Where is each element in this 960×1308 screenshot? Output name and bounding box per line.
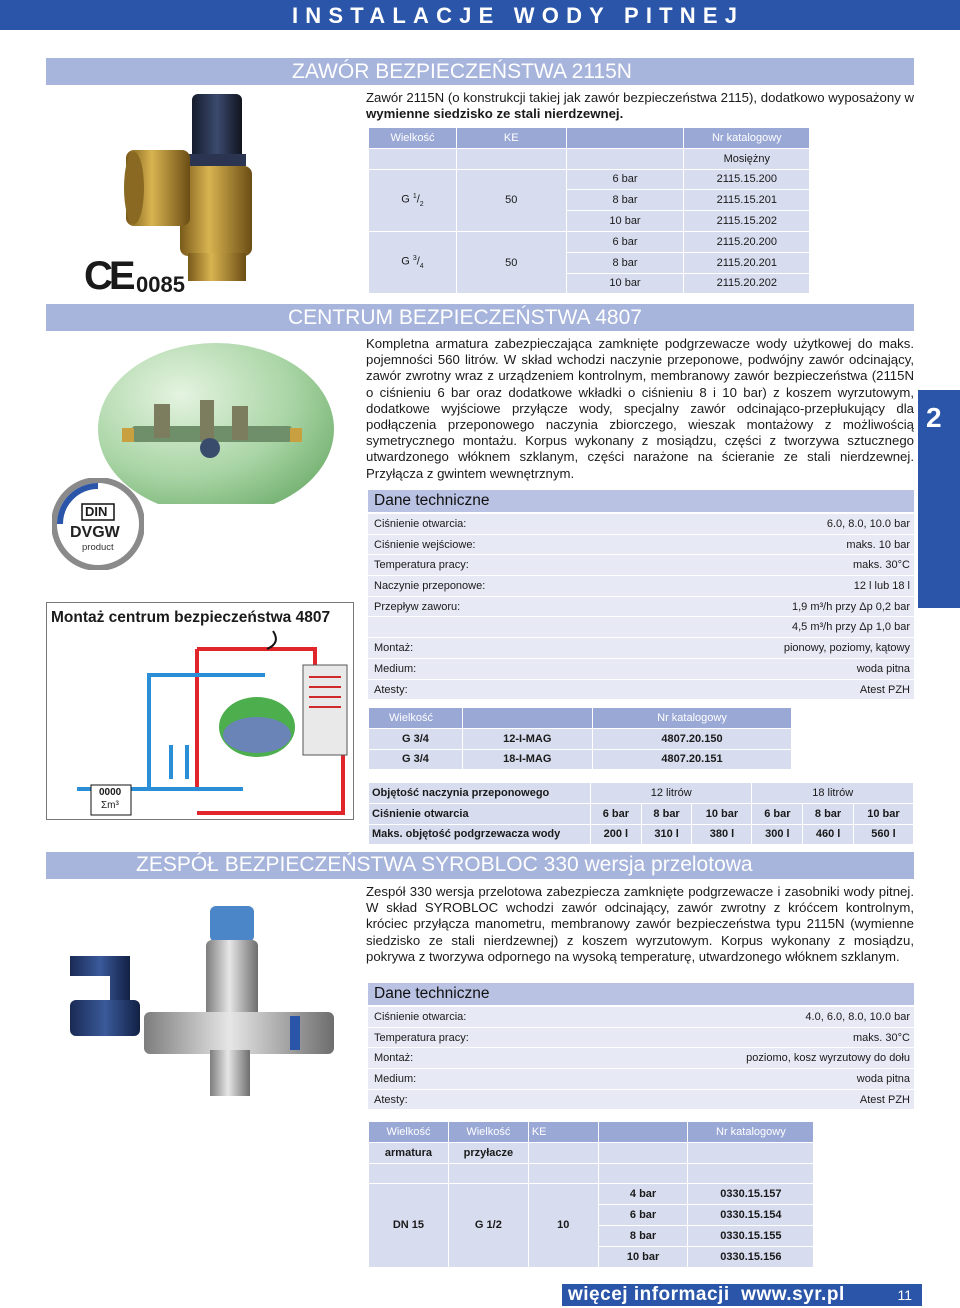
catalog-cell: 2115.20.200 [684, 231, 810, 252]
connection-cell: G 1/2 [448, 1184, 528, 1267]
din-text: DIN [85, 504, 108, 519]
pressure-cell: 6 bar [598, 1205, 688, 1226]
ce-mark-text: CE [84, 254, 132, 298]
section2-description: Kompletna armatura zabezpieczająca zamknięte podgrzewacze wody użytkowej do maks. pojemności 560 litrów. W skład wchodzi naczynie przeponowe, podwójny zawór odcinający, zawór zwrotny wraz z urządzeniem kontrolnym, membranowy zawór bezpieczeństwa (2115N o ciśnieniu 6 bar oraz dodatkowe wkładki o ciśnieniu 8 i 10 bar) z koszem wyrzutowym, dodatkowe wyjściowe przyłącze wody, specjalny zawór odcinająco-przepłukujący dla podłączenia przeponowego naczynia zbiorczego, wieszak montażowy z możliwością symetrycznego montażu. Korpus wykonany z mosiądzu, części z tworzywa sztucznego utwardzonego włóknem szklanym, części narażone na ścieranie ze stali nierdzewnej. Przyłącza z gwintem wewnętrznym. [366, 336, 914, 481]
ke-cell: 50 [456, 169, 566, 231]
volume-cell: 200 l [591, 824, 642, 845]
section3-description: Zespół 330 wersja przelotowa zabezpiecza zamknięte podgrzewacze i zasobniki wody pitnej. W skład SYROBLOC wchodzi zawór odcinający, zawór zwrotny z króćcem kontrolnym, króciec przyłącza manometru, membranowy zawór bezpieczeństwa typu 2115N (wymienne siedzisko ze stali nierdzewnej) z koszem wyrzutowym. Korpus wykonany z mosiądzu, pokrywa z tworzywa odpornego na wysoką temperaturę, utwardzonego włóknem szklanym. [366, 884, 914, 964]
section1-text: Zawór 2115N (o konstrukcji takiej jak zawór bezpieczeństwa 2115), dodatkowo wyposażony w [366, 90, 914, 105]
pressure-cell: 8 bar [641, 803, 692, 824]
volume-cell: 380 l [692, 824, 752, 845]
armature-cell: DN 15 [369, 1184, 449, 1267]
ce-mark-icon [84, 254, 194, 298]
meter-unit: Σm³ [101, 800, 119, 811]
col-header-ke: KE [528, 1122, 598, 1143]
table-vessel-volume [368, 782, 914, 845]
volume-cell: 300 l [752, 824, 803, 845]
col-header-catalog: Nr katalogowy [688, 1122, 814, 1143]
row-label: Maks. objętość podgrzewacza wody [369, 824, 591, 845]
catalog-cell: 2115.20.201 [684, 252, 810, 273]
section1-description [366, 90, 914, 122]
spec-row: Temperatura pracy: maks. 30°C [368, 555, 914, 576]
vol-cell: 12 litrów [591, 783, 752, 804]
pressure-cell: 8 bar [566, 252, 684, 273]
spec-row: Ciśnienie otwarcia: 6.0, 8.0, 10.0 bar [368, 514, 914, 535]
din-dvgw-icon [52, 478, 144, 570]
pressure-cell: 8 bar [566, 190, 684, 211]
page-number: 11 [897, 1287, 912, 1303]
pressure-cell: 6 bar [591, 803, 642, 824]
pressure-cell: 6 bar [566, 231, 684, 252]
catalog-cell: 0330.15.156 [688, 1246, 814, 1267]
row-label: Objętość naczynia przeponowego [369, 783, 591, 804]
chapter-number: 2 [926, 402, 942, 433]
pressure-cell: 6 bar [566, 169, 684, 190]
page-header-title: INSTALACJE WODY PITNEJ [292, 3, 745, 28]
meter-reading: 0000 [99, 787, 122, 798]
spec-row: Atesty: Atest PZH [368, 1090, 914, 1111]
section3-spec [368, 983, 914, 1110]
spec-row: Medium: woda pitna [368, 659, 914, 680]
pressure-cell: 6 bar [752, 803, 803, 824]
table-syrobloc [368, 1121, 914, 1268]
col-header-catalog: Nr katalogowy [592, 708, 792, 729]
dvgw-text: DVGW [70, 524, 120, 541]
page-header [0, 0, 960, 30]
catalog-cell: 2115.20.202 [684, 273, 810, 294]
col-header-size: Wielkość [369, 128, 457, 149]
syrobloc-330-photo [60, 900, 350, 1100]
pressure-cell: 8 bar [598, 1225, 688, 1246]
product-text: product [82, 542, 114, 553]
volume-cell: 310 l [641, 824, 692, 845]
ke-cell: 50 [456, 231, 566, 293]
col-header-ke: KE [456, 128, 566, 149]
volume-cell: 460 l [803, 824, 854, 845]
spec-row: Ciśnienie wejściowe: maks. 10 bar [368, 535, 914, 556]
volume-cell: 560 l [853, 824, 913, 845]
installation-diagram [46, 602, 354, 820]
spec-row: Ciśnienie otwarcia: 4.0, 6.0, 8.0, 10.0 bar [368, 1007, 914, 1028]
catalog-cell: 4807.20.151 [592, 749, 792, 770]
spec-row: Atesty: Atest PZH [368, 680, 914, 701]
table-2115n [368, 127, 914, 294]
section2-title: CENTRUM BEZPIECZEŃSTWA 4807 [288, 306, 642, 329]
col-header-catalog: Nr katalogowy [684, 128, 810, 149]
spec-row: Przepływ zaworu: 1,9 m³/h przy Δp 0,2 bar [368, 597, 914, 618]
size-cell: G $^3/_4$ [369, 231, 457, 293]
col-header-size: Wielkość [448, 1122, 528, 1143]
pressure-cell: 10 bar [566, 211, 684, 232]
catalog-cell: 0330.15.157 [688, 1184, 814, 1205]
spec-row: Medium: woda pitna [368, 1069, 914, 1090]
pressure-cell: 10 bar [692, 803, 752, 824]
catalog-cell: 0330.15.155 [688, 1225, 814, 1246]
row-label: Ciśnienie otwarcia [369, 803, 591, 824]
ke-cell: 10 [528, 1184, 598, 1267]
chapter-tab [918, 390, 960, 608]
spec-row: Montaż: pionowy, poziomy, kątowy [368, 638, 914, 659]
footer-link[interactable]: więcej informacji www.syr.pl [568, 1284, 845, 1305]
type-cell: 12-I-MAG [462, 728, 592, 749]
spec-title: Dane techniczne [368, 983, 914, 1005]
size-cell: G $^1/_2$ [369, 169, 457, 231]
pressure-cell: 8 bar [803, 803, 854, 824]
section3-title: ZESPÓŁ BEZPIECZEŃSTWA SYROBLOC 330 wersja przelotowa [136, 853, 753, 876]
type-cell: 18-I-MAG [462, 749, 592, 770]
footer-bar [562, 1284, 922, 1306]
table-4807 [368, 707, 914, 770]
col-header-size: Wielkość [369, 1122, 449, 1143]
col-subheader: armatura [369, 1142, 449, 1163]
catalog-cell: 2115.15.200 [684, 169, 810, 190]
pressure-cell: 10 bar [853, 803, 913, 824]
size-cell: G 3/4 [369, 749, 463, 770]
catalog-cell: 0330.15.154 [688, 1205, 814, 1226]
pressure-cell: 10 bar [598, 1246, 688, 1267]
pressure-cell: 10 bar [566, 273, 684, 294]
spec-title: Dane techniczne [368, 490, 914, 512]
col-header-empty [598, 1122, 688, 1143]
spec-row: Temperatura pracy: maks. 30°C [368, 1028, 914, 1049]
section1-title: ZAWÓR BEZPIECZEŃSTWA 2115N [292, 60, 632, 83]
spec-row: Naczynie przeponowe: 12 l lub 18 l [368, 576, 914, 597]
size-cell: G 3/4 [369, 728, 463, 749]
spec-row: Montaż: poziomo, kosz wyrzutowy do dołu [368, 1048, 914, 1069]
col-header-size: Wielkość [369, 708, 463, 729]
vol-cell: 18 litrów [752, 783, 914, 804]
catalog-cell: 4807.20.150 [592, 728, 792, 749]
spec-row: 4,5 m³/h przy Δp 1,0 bar [368, 617, 914, 638]
col-header-empty [566, 128, 684, 149]
col-subheader: przyłacze [448, 1142, 528, 1163]
ce-number: 0085 [136, 272, 185, 297]
col-subheader-brass: Mosiężny [684, 148, 810, 169]
diagram-title: Montaż centrum bezpieczeństwa 4807 [51, 609, 331, 626]
catalog-cell: 2115.15.201 [684, 190, 810, 211]
catalog-cell: 2115.15.202 [684, 211, 810, 232]
section1-text-bold: wymienne siedzisko ze stali nierdzewnej. [366, 106, 624, 122]
section2-spec [368, 490, 914, 700]
pressure-cell: 4 bar [598, 1184, 688, 1205]
